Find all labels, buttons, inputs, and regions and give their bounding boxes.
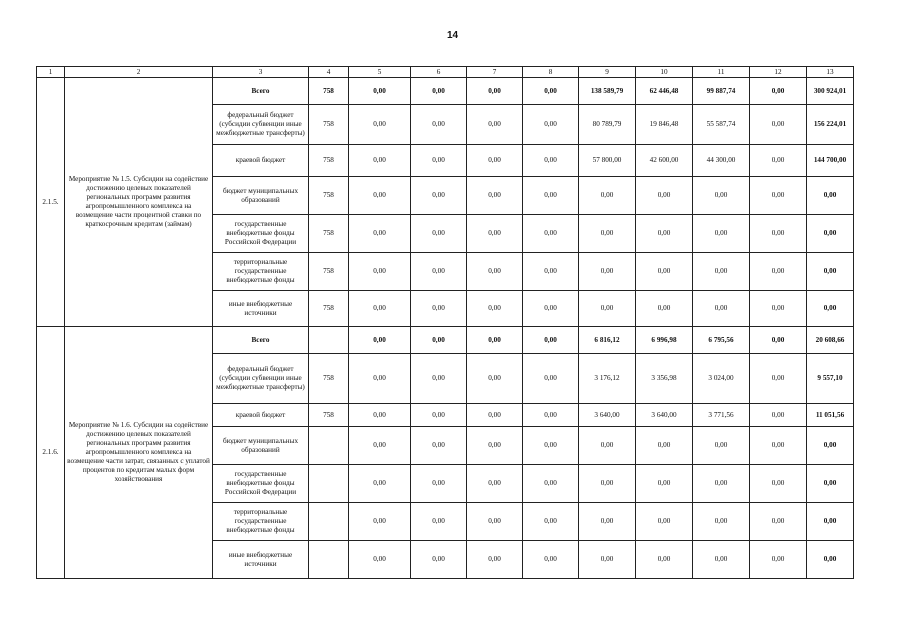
value-cell: 0,00	[636, 291, 693, 327]
funding-source: Всего	[213, 327, 309, 354]
total-cell: 144 700,00	[807, 145, 854, 177]
value-cell: 0,00	[349, 427, 411, 465]
value-cell: 0,00	[349, 354, 411, 404]
value-cell: 0,00	[693, 503, 750, 541]
value-cell: 0,00	[579, 177, 636, 215]
grbs-code: 758	[309, 105, 349, 145]
value-cell: 42 600,00	[636, 145, 693, 177]
total-cell: 0,00	[807, 427, 854, 465]
value-cell: 0,00	[636, 541, 693, 579]
value-cell: 0,00	[411, 215, 467, 253]
funding-source: краевой бюджет	[213, 145, 309, 177]
value-cell: 6 816,12	[579, 327, 636, 354]
value-cell: 0,00	[523, 145, 579, 177]
value-cell: 0,00	[467, 215, 523, 253]
value-cell: 0,00	[467, 404, 523, 427]
row-description: Мероприятие № 1.6. Субсидии на содействие достижению целевых показателей региональных программ развития агропромышленного комплекса на возмещение части затрат, связанных с уплатой процентов по кредитам малых форм хозяйствования	[65, 327, 213, 579]
value-cell: 0,00	[750, 427, 807, 465]
grbs-code: 758	[309, 253, 349, 291]
column-header: 13	[807, 67, 854, 78]
value-cell: 0,00	[750, 541, 807, 579]
grbs-code: 758	[309, 145, 349, 177]
value-cell: 6 795,56	[693, 327, 750, 354]
value-cell: 0,00	[523, 541, 579, 579]
funding-source: федеральный бюджет (субсидии субвенции иные межбюджетные трансферты)	[213, 105, 309, 145]
total-cell: 11 051,56	[807, 404, 854, 427]
grbs-code	[309, 427, 349, 465]
value-cell: 0,00	[636, 465, 693, 503]
value-cell: 0,00	[467, 427, 523, 465]
value-cell: 3 771,56	[693, 404, 750, 427]
value-cell: 0,00	[523, 327, 579, 354]
column-header: 1	[37, 67, 65, 78]
value-cell: 0,00	[467, 105, 523, 145]
value-cell: 3 640,00	[636, 404, 693, 427]
value-cell: 0,00	[467, 541, 523, 579]
total-cell: 0,00	[807, 291, 854, 327]
funding-source: территориальные государственные внебюджетные фонды	[213, 503, 309, 541]
value-cell: 0,00	[750, 78, 807, 105]
value-cell: 0,00	[579, 291, 636, 327]
funding-source: краевой бюджет	[213, 404, 309, 427]
value-cell: 0,00	[467, 503, 523, 541]
value-cell: 0,00	[750, 354, 807, 404]
value-cell: 0,00	[349, 541, 411, 579]
value-cell: 19 846,48	[636, 105, 693, 145]
value-cell: 0,00	[523, 291, 579, 327]
column-header: 3	[213, 67, 309, 78]
funding-source: бюджет муниципальных образований	[213, 177, 309, 215]
value-cell: 0,00	[349, 327, 411, 354]
value-cell: 0,00	[349, 215, 411, 253]
row-code: 2.1.5.	[37, 78, 65, 327]
value-cell: 3 176,12	[579, 354, 636, 404]
value-cell: 0,00	[693, 177, 750, 215]
value-cell: 0,00	[750, 465, 807, 503]
row-code: 2.1.6.	[37, 327, 65, 579]
value-cell: 57 800,00	[579, 145, 636, 177]
value-cell: 0,00	[523, 105, 579, 145]
value-cell: 0,00	[467, 78, 523, 105]
value-cell: 62 446,48	[636, 78, 693, 105]
value-cell: 0,00	[750, 105, 807, 145]
value-cell: 0,00	[411, 354, 467, 404]
grbs-code	[309, 465, 349, 503]
value-cell: 0,00	[750, 404, 807, 427]
value-cell: 0,00	[523, 404, 579, 427]
value-cell: 0,00	[467, 253, 523, 291]
value-cell: 0,00	[579, 253, 636, 291]
value-cell: 0,00	[750, 503, 807, 541]
value-cell: 6 996,98	[636, 327, 693, 354]
value-cell: 0,00	[579, 503, 636, 541]
value-cell: 3 024,00	[693, 354, 750, 404]
grbs-code	[309, 327, 349, 354]
funding-source: государственные внебюджетные фонды Российской Федерации	[213, 465, 309, 503]
value-cell: 0,00	[750, 145, 807, 177]
total-cell: 0,00	[807, 503, 854, 541]
value-cell: 0,00	[467, 327, 523, 354]
value-cell: 0,00	[750, 177, 807, 215]
total-cell: 0,00	[807, 253, 854, 291]
table-body	[37, 67, 854, 579]
value-cell: 0,00	[411, 105, 467, 145]
value-cell: 0,00	[411, 291, 467, 327]
total-cell: 0,00	[807, 215, 854, 253]
value-cell: 0,00	[636, 427, 693, 465]
value-cell: 0,00	[411, 145, 467, 177]
value-cell: 0,00	[750, 215, 807, 253]
value-cell: 0,00	[467, 177, 523, 215]
value-cell: 0,00	[411, 503, 467, 541]
table-row	[37, 78, 854, 105]
value-cell: 0,00	[411, 404, 467, 427]
value-cell: 0,00	[467, 465, 523, 503]
value-cell: 3 640,00	[579, 404, 636, 427]
value-cell: 0,00	[523, 253, 579, 291]
value-cell: 0,00	[467, 145, 523, 177]
value-cell: 0,00	[579, 541, 636, 579]
value-cell: 0,00	[411, 541, 467, 579]
value-cell: 0,00	[579, 427, 636, 465]
total-cell: 0,00	[807, 541, 854, 579]
value-cell: 0,00	[349, 253, 411, 291]
column-header: 10	[636, 67, 693, 78]
value-cell: 0,00	[636, 215, 693, 253]
value-cell: 3 356,98	[636, 354, 693, 404]
value-cell: 0,00	[411, 177, 467, 215]
column-header: 11	[693, 67, 750, 78]
row-description: Мероприятие № 1.5. Субсидии на содействие достижению целевых показателей региональных программ развития агропромышленного комплекса на возмещение части процентной ставки по краткосрочным кредитам (займам)	[65, 78, 213, 327]
total-cell: 0,00	[807, 465, 854, 503]
value-cell: 0,00	[349, 503, 411, 541]
value-cell: 0,00	[349, 404, 411, 427]
value-cell: 0,00	[693, 291, 750, 327]
total-cell: 0,00	[807, 177, 854, 215]
value-cell: 138 589,79	[579, 78, 636, 105]
funding-source: федеральный бюджет (субсидии субвенции иные межбюджетные трансферты)	[213, 354, 309, 404]
value-cell: 0,00	[411, 327, 467, 354]
page-number: 14	[446, 30, 459, 41]
value-cell: 0,00	[750, 327, 807, 354]
table-row	[37, 327, 854, 354]
grbs-code: 758	[309, 404, 349, 427]
value-cell: 0,00	[411, 465, 467, 503]
value-cell: 0,00	[411, 427, 467, 465]
grbs-code: 758	[309, 291, 349, 327]
value-cell: 0,00	[349, 105, 411, 145]
value-cell: 0,00	[349, 465, 411, 503]
value-cell: 99 887,74	[693, 78, 750, 105]
value-cell: 0,00	[636, 177, 693, 215]
value-cell: 0,00	[579, 465, 636, 503]
value-cell: 0,00	[523, 215, 579, 253]
value-cell: 44 300,00	[693, 145, 750, 177]
value-cell: 0,00	[693, 253, 750, 291]
funding-source: территориальные государственные внебюджетные фонды	[213, 253, 309, 291]
column-header: 5	[349, 67, 411, 78]
column-header: 8	[523, 67, 579, 78]
column-header: 7	[467, 67, 523, 78]
value-cell: 0,00	[349, 145, 411, 177]
value-cell: 0,00	[693, 541, 750, 579]
value-cell: 0,00	[411, 78, 467, 105]
value-cell: 0,00	[523, 354, 579, 404]
column-header: 9	[579, 67, 636, 78]
value-cell: 55 587,74	[693, 105, 750, 145]
column-header: 6	[411, 67, 467, 78]
total-cell: 9 557,10	[807, 354, 854, 404]
funding-source: Всего	[213, 78, 309, 105]
value-cell: 0,00	[750, 253, 807, 291]
column-header: 12	[750, 67, 807, 78]
value-cell: 0,00	[467, 354, 523, 404]
funding-source: бюджет муниципальных образований	[213, 427, 309, 465]
value-cell: 0,00	[411, 253, 467, 291]
grbs-code: 758	[309, 354, 349, 404]
total-cell: 156 224,01	[807, 105, 854, 145]
value-cell: 0,00	[693, 427, 750, 465]
grbs-code: 758	[309, 215, 349, 253]
grbs-code: 758	[309, 177, 349, 215]
value-cell: 0,00	[467, 291, 523, 327]
value-cell: 0,00	[523, 503, 579, 541]
value-cell: 0,00	[349, 291, 411, 327]
header-row	[37, 67, 854, 78]
total-cell: 20 608,66	[807, 327, 854, 354]
column-header: 4	[309, 67, 349, 78]
column-header: 2	[65, 67, 213, 78]
funding-source: иные внебюджетные источники	[213, 291, 309, 327]
grbs-code	[309, 541, 349, 579]
value-cell: 0,00	[523, 78, 579, 105]
value-cell: 0,00	[523, 427, 579, 465]
value-cell: 0,00	[636, 503, 693, 541]
value-cell: 0,00	[523, 465, 579, 503]
grbs-code: 758	[309, 78, 349, 105]
funding-source: государственные внебюджетные фонды Российской Федерации	[213, 215, 309, 253]
value-cell: 0,00	[693, 215, 750, 253]
funding-source: иные внебюджетные источники	[213, 541, 309, 579]
total-cell: 300 924,01	[807, 78, 854, 105]
value-cell: 0,00	[523, 177, 579, 215]
value-cell: 0,00	[349, 177, 411, 215]
grbs-code	[309, 503, 349, 541]
value-cell: 0,00	[693, 465, 750, 503]
value-cell: 0,00	[579, 215, 636, 253]
budget-table	[36, 66, 854, 579]
value-cell: 0,00	[636, 253, 693, 291]
value-cell: 80 789,79	[579, 105, 636, 145]
value-cell: 0,00	[349, 78, 411, 105]
value-cell: 0,00	[750, 291, 807, 327]
